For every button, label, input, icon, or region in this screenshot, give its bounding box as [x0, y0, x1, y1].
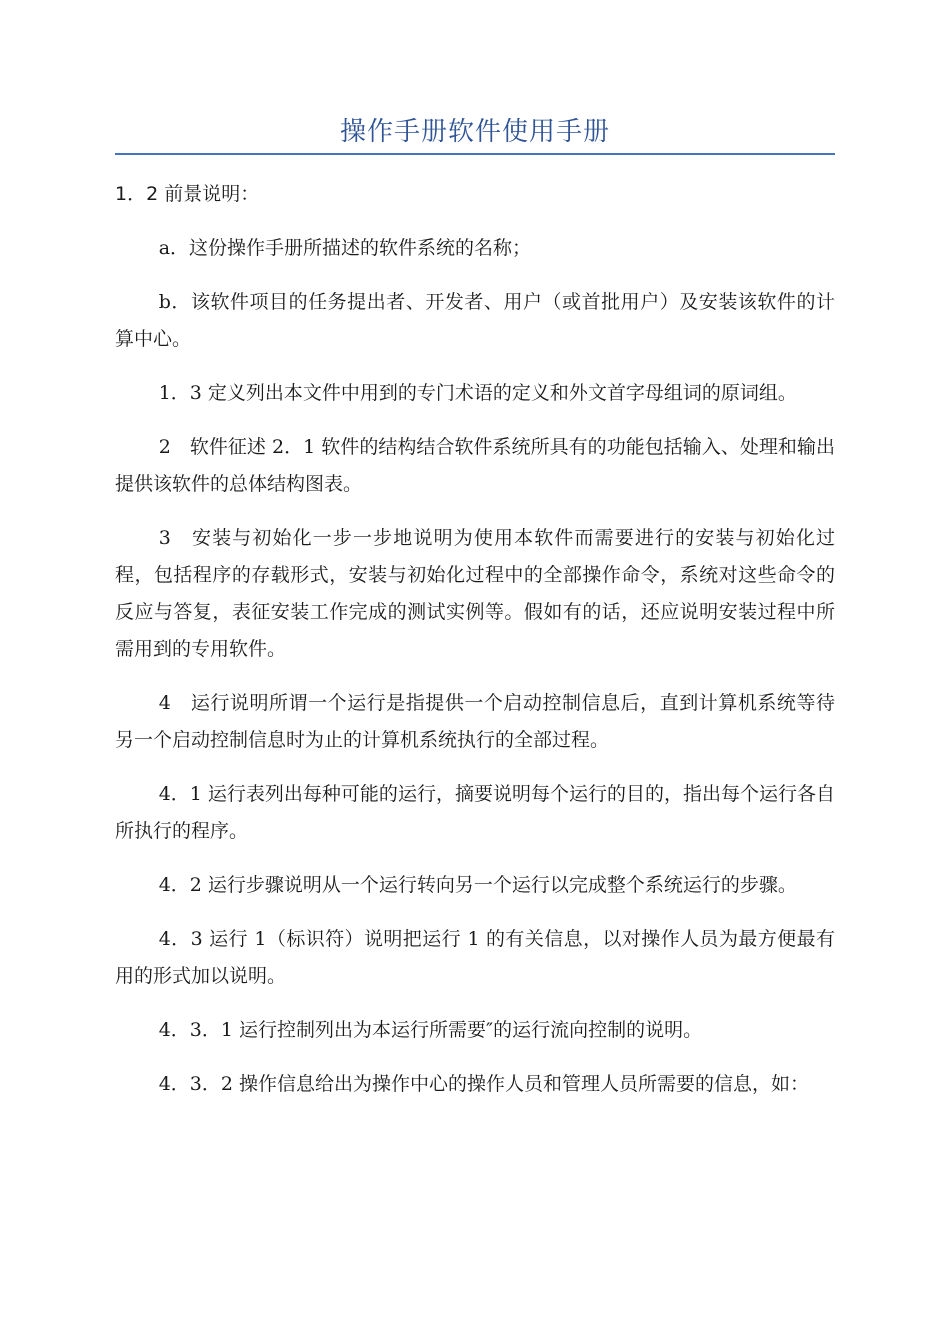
title-underline — [115, 153, 835, 155]
paragraph-4-1: 4．1 运行表列出每种可能的运行，摘要说明每个运行的目的，指出每个运行各自所执行的程序。 — [115, 783, 835, 842]
paragraph-2: 2 软件征述 2．1 软件的结构结合软件系统所具有的功能包括输入、处理和输出提供该软件的总体结构图表。 — [115, 436, 835, 495]
paragraph-a: a．这份操作手册所描述的软件系统的名称； — [158, 237, 532, 259]
paragraph-4-3-2: 4．3．2 操作信息给出为操作中心的操作人员和管理人员所需要的信息，如： — [158, 1073, 809, 1095]
paragraph-4: 4 运行说明所谓一个运行是指提供一个启动控制信息后，直到计算机系统等待另一个启动控制信息时为止的计算机系统执行的全部过程。 — [115, 692, 835, 751]
paragraph-4-3: 4．3 运行 1（标识符）说明把运行 1 的有关信息，以对操作人员为最方便最有用的形式加以说明。 — [115, 928, 835, 987]
section-heading: 1．2 前景说明： — [115, 183, 260, 205]
document-body — [115, 176, 835, 1120]
paragraph-1-3: 1．3 定义列出本文件中用到的专门术语的定义和外文首字母组词的原词组。 — [158, 382, 797, 404]
paragraph-3: 3 安装与初始化一步一步地说明为使用本软件而需要进行的安装与初始化过程，包括程序的存载形式，安装与初始化过程中的全部操作命令，系统对这些命令的反应与答复，表征安装工作完成的测试实例等。假如有的话，还应说明安装过程中所需用到的专用软件。 — [115, 527, 835, 660]
paragraph-4-3-1: 4．3．1 运行控制列出为本运行所需要″的运行流向控制的说明。 — [158, 1019, 703, 1041]
paragraph-4-2: 4．2 运行步骤说明从一个运行转向另一个运行以完成整个系统运行的步骤。 — [158, 874, 797, 896]
document-title: 操作手册软件使用手册 — [339, 117, 610, 147]
paragraph-b: b．该软件项目的任务提出者、开发者、用户（或首批用户）及安装该软件的计算中心。 — [115, 291, 835, 350]
